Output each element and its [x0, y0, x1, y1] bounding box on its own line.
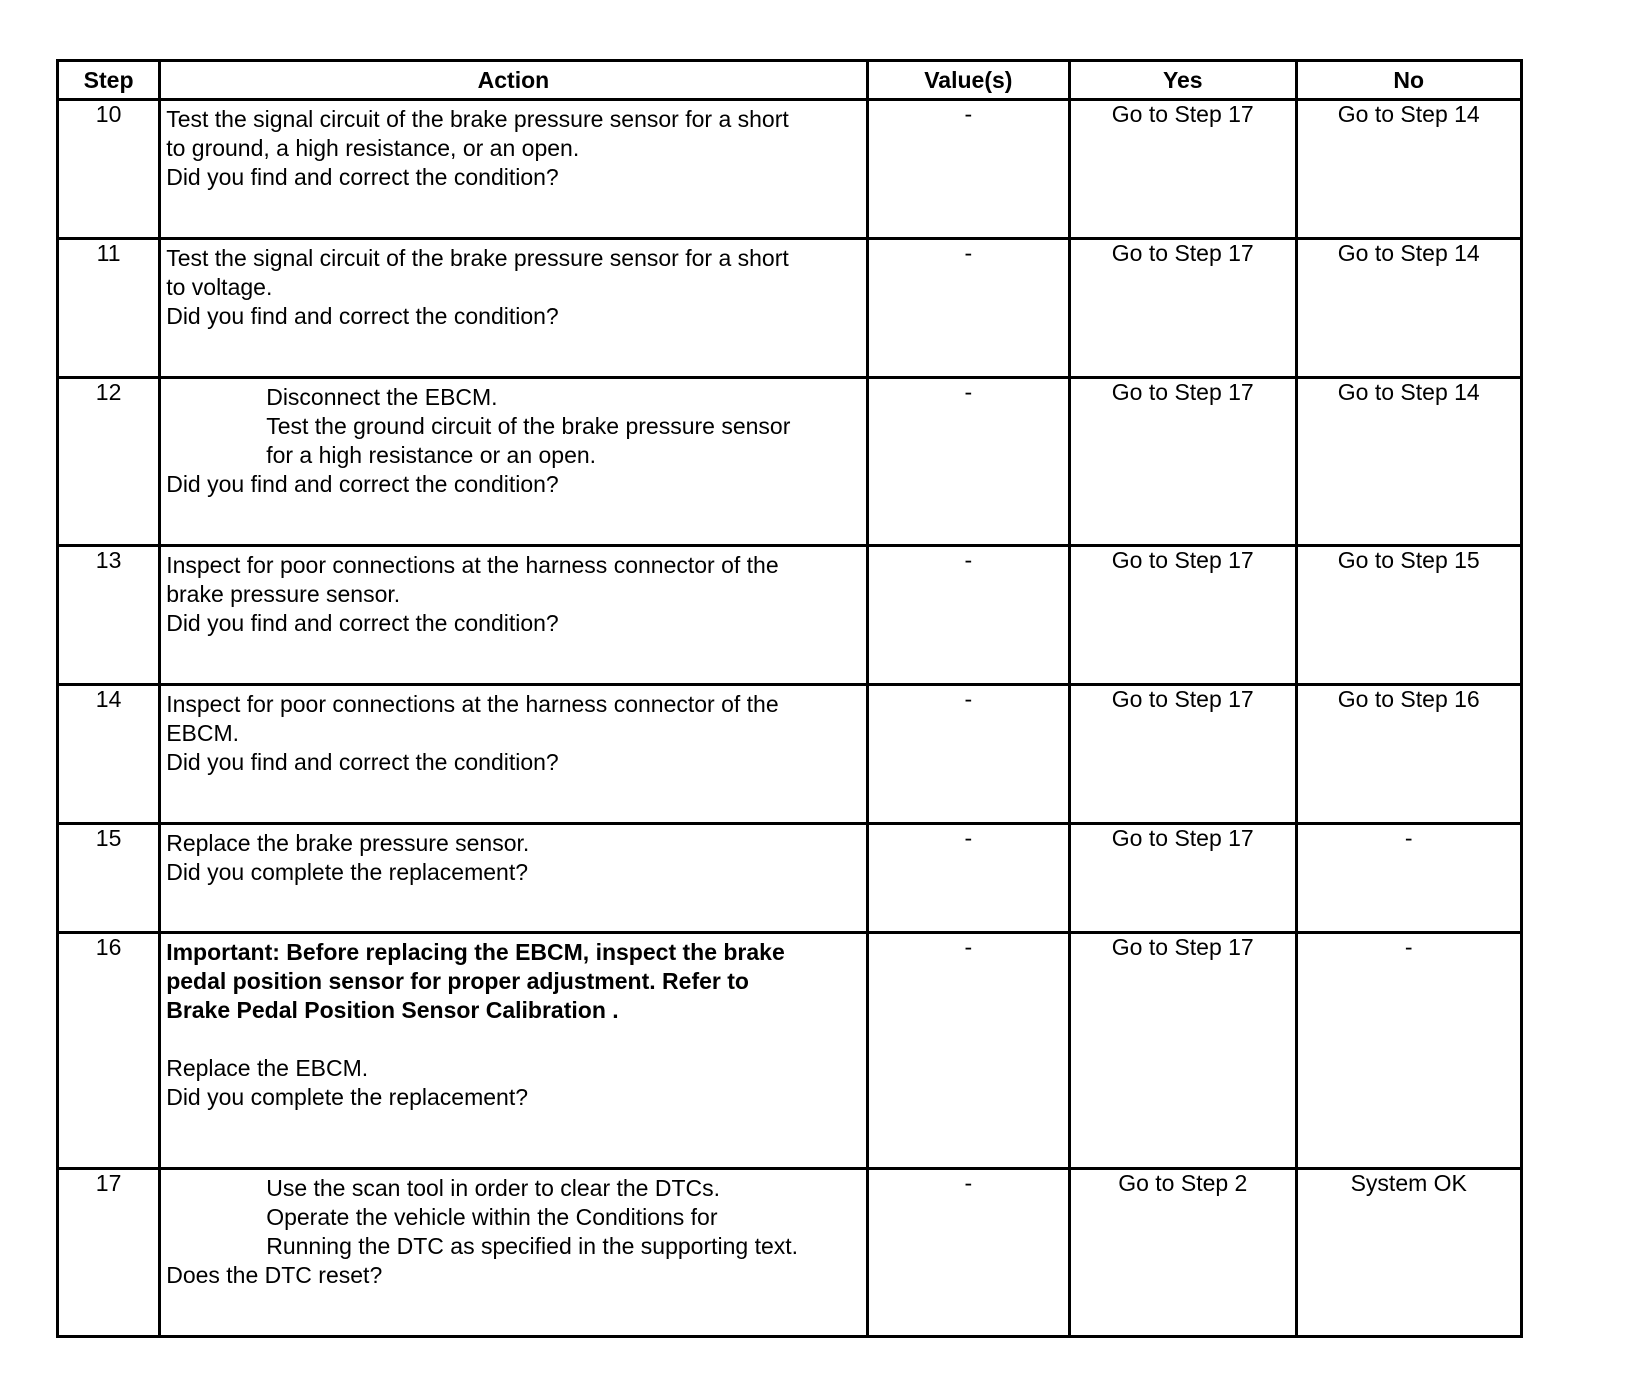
table-row — [58, 546, 1522, 685]
no-cell: Go to Step 16 — [1296, 685, 1522, 824]
no-cell: Go to Step 14 — [1296, 378, 1522, 546]
diagnostic-table — [56, 59, 1523, 1338]
action-question: Did you find and correct the condition? — [166, 749, 559, 775]
yes-cell: Go to Step 17 — [1070, 933, 1296, 1169]
value-cell: - — [867, 100, 1069, 239]
yes-cell: Go to Step 17 — [1070, 824, 1296, 933]
action-line: Running the DTC as specified in the supporting text. — [266, 1233, 799, 1259]
action-line: Test the signal circuit of the brake pressure sensor for a short — [166, 245, 789, 271]
action-line: Test the signal circuit of the brake pressure sensor for a short — [166, 106, 789, 132]
value-cell: - — [867, 824, 1069, 933]
yes-cell: Go to Step 17 — [1070, 546, 1296, 685]
step-number: 10 — [58, 100, 160, 239]
step-number: 11 — [58, 239, 160, 378]
action-question: Did you complete the replacement? — [166, 1084, 529, 1110]
value-cell: - — [867, 1169, 1069, 1337]
value-cell: - — [867, 378, 1069, 546]
action-line: Test the ground circuit of the brake pressure sensor — [266, 413, 791, 439]
yes-cell: Go to Step 17 — [1070, 100, 1296, 239]
action-cell — [160, 378, 867, 546]
action-line: to voltage. — [166, 274, 273, 300]
action-line: Replace the brake pressure sensor. — [166, 830, 530, 856]
no-cell: - — [1296, 824, 1522, 933]
action-line: EBCM. — [166, 720, 240, 746]
step-number: 12 — [58, 378, 160, 546]
action-cell — [160, 824, 867, 933]
value-cell: - — [867, 933, 1069, 1169]
table-row — [58, 100, 1522, 239]
action-question: Did you find and correct the condition? — [166, 164, 559, 190]
action-cell — [160, 933, 867, 1169]
value-cell: - — [867, 546, 1069, 685]
table-row — [58, 1169, 1522, 1337]
action-line: Inspect for poor connections at the harness connector of the — [166, 691, 779, 717]
yes-cell: Go to Step 17 — [1070, 239, 1296, 378]
table-row — [58, 824, 1522, 933]
header-yes: Yes — [1070, 61, 1296, 100]
action-line: for a high resistance or an open. — [266, 442, 597, 468]
yes-cell: Go to Step 17 — [1070, 685, 1296, 824]
important-note: Important: Before replacing the EBCM, inspect the brake — [166, 939, 785, 965]
action-cell — [160, 685, 867, 824]
action-line: Use the scan tool in order to clear the DTCs. — [266, 1175, 721, 1201]
step-number: 17 — [58, 1169, 160, 1337]
no-cell: Go to Step 14 — [1296, 239, 1522, 378]
action-cell — [160, 546, 867, 685]
header-step: Step — [58, 61, 160, 100]
header-action: Action — [160, 61, 867, 100]
important-note: Brake Pedal Position Sensor Calibration . — [166, 997, 619, 1023]
header-row — [58, 61, 1522, 100]
action-question: Does the DTC reset? — [166, 1262, 383, 1288]
step-number: 16 — [58, 933, 160, 1169]
table-row — [58, 378, 1522, 546]
action-cell — [160, 100, 867, 239]
header-no: No — [1296, 61, 1522, 100]
value-cell: - — [867, 239, 1069, 378]
action-question: Did you complete the replacement? — [166, 859, 529, 885]
table-row — [58, 933, 1522, 1169]
action-line: Inspect for poor connections at the harness connector of the — [166, 552, 779, 578]
no-cell: Go to Step 15 — [1296, 546, 1522, 685]
action-line: Disconnect the EBCM. — [266, 384, 498, 410]
no-cell: System OK — [1296, 1169, 1522, 1337]
step-number: 13 — [58, 546, 160, 685]
step-number: 15 — [58, 824, 160, 933]
table-row — [58, 239, 1522, 378]
step-number: 14 — [58, 685, 160, 824]
action-cell — [160, 1169, 867, 1337]
action-question: Did you find and correct the condition? — [166, 471, 559, 497]
yes-cell: Go to Step 17 — [1070, 378, 1296, 546]
action-line: brake pressure sensor. — [166, 581, 401, 607]
value-cell: - — [867, 685, 1069, 824]
action-line: to ground, a high resistance, or an open. — [166, 135, 580, 161]
no-cell: Go to Step 14 — [1296, 100, 1522, 239]
action-line: Operate the vehicle within the Conditions for — [266, 1204, 718, 1230]
action-question: Did you find and correct the condition? — [166, 303, 559, 329]
header-values: Value(s) — [867, 61, 1069, 100]
yes-cell: Go to Step 2 — [1070, 1169, 1296, 1337]
table-row — [58, 685, 1522, 824]
action-line: Replace the EBCM. — [166, 1055, 369, 1081]
important-note: pedal position sensor for proper adjustment. Refer to — [166, 968, 749, 994]
action-question: Did you find and correct the condition? — [166, 610, 559, 636]
action-cell — [160, 239, 867, 378]
no-cell: - — [1296, 933, 1522, 1169]
